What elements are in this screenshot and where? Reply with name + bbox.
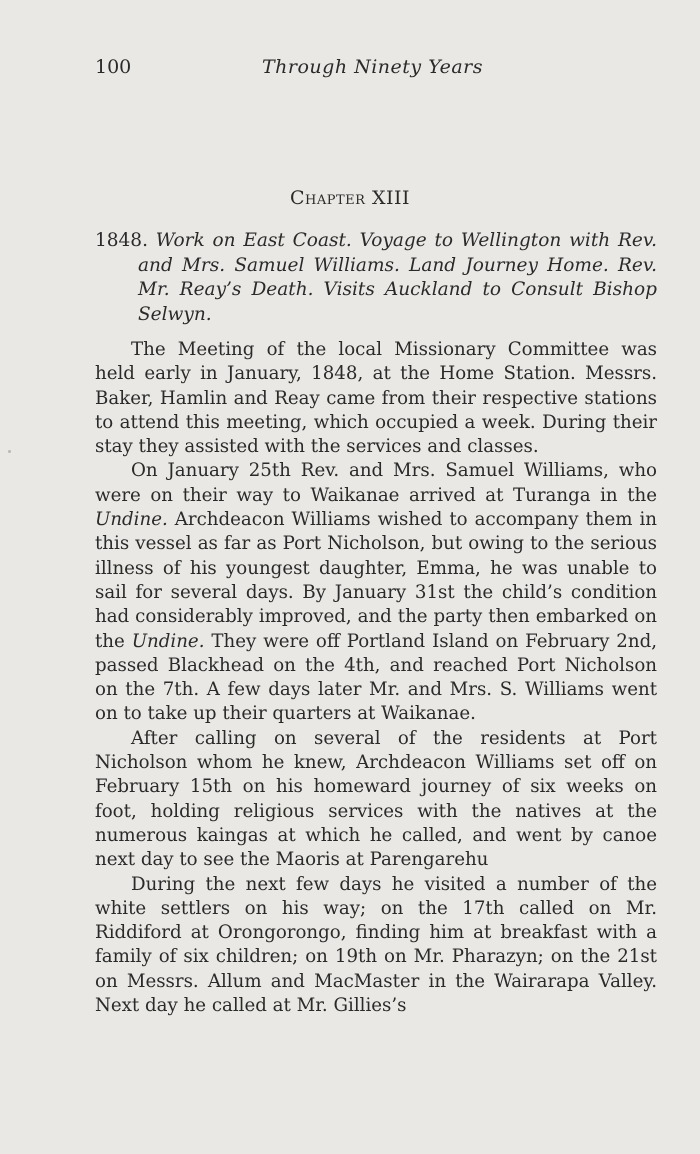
paragraph-2-part-3: They were off Portland Island on February 2nd, passed Blackhead on the 4th, and reached Port Nicholson on the 7th. A few days later Mr. and Mrs. S. Williams went on to take up their quarters at Waikanae. bbox=[95, 630, 657, 725]
chapter-number: XIII bbox=[371, 187, 411, 209]
ship-name-undine-2: Undine. bbox=[131, 630, 205, 652]
body-text bbox=[95, 338, 657, 1018]
synopsis-text: Work on East Coast. Voyage to Wellington with Rev. and Mrs. Samuel Williams. Land Journey Home. Rev. Mr. Reay’s Death. Visits Auckland to Consult Bishop Selwyn. bbox=[138, 230, 657, 325]
paper-speck bbox=[8, 450, 11, 453]
paragraph-1: The Meeting of the local Missionary Committee was held early in January, 1848, at the Home Station. Messrs. Baker, Hamlin and Reay came from their respective stations to attend this meeting, which occupied a week. During their stay they assisted with the services and classes. bbox=[95, 339, 657, 458]
paragraph-4: During the next few days he visited a number of the white settlers on his way; on the 17th called on Mr. Riddiford at Orongorongo, finding him at breakfast with a family of six children; on 19th on Mr. Pharazyn; on the 21st on Messrs. Allum and MacMaster in the Wairarapa Valley. Next day he called at Mr. Gillies’s bbox=[95, 873, 657, 1017]
chapter-synopsis bbox=[95, 229, 657, 327]
page-number: 100 bbox=[95, 56, 132, 78]
ship-name-undine-1: Undine. bbox=[95, 509, 168, 531]
chapter-heading bbox=[0, 187, 700, 209]
paragraph-2-part-1: On January 25th Rev. and Mrs. Samuel Williams, who were on their way to Waikanae arrived at Turanga in the bbox=[95, 460, 657, 506]
chapter-label: Chapter bbox=[289, 187, 366, 209]
page-header bbox=[95, 54, 660, 84]
paragraph-3: After calling on several of the residents at Port Nicholson whom he knew, Archdeacon Williams set off on February 15th on his homeward journey of six weeks on foot, holding religious services with the natives at the numerous kaingas at which he called, and went by canoe next day to see the Maoris at Parengarehu bbox=[95, 727, 657, 871]
paragraph-2 bbox=[95, 459, 657, 726]
paragraph-2-part-2: Archdeacon Williams wished to accompany them in this vessel as far as Port Nicholson, but owing to the serious illness of his youngest daughter, Emma, he was unable to sail for several days. By January 31st the child’s condition had considerably improved, and the party then embarked on the bbox=[95, 509, 657, 652]
synopsis-year: 1848. bbox=[95, 230, 148, 251]
running-title: Through Ninety Years bbox=[262, 56, 483, 78]
